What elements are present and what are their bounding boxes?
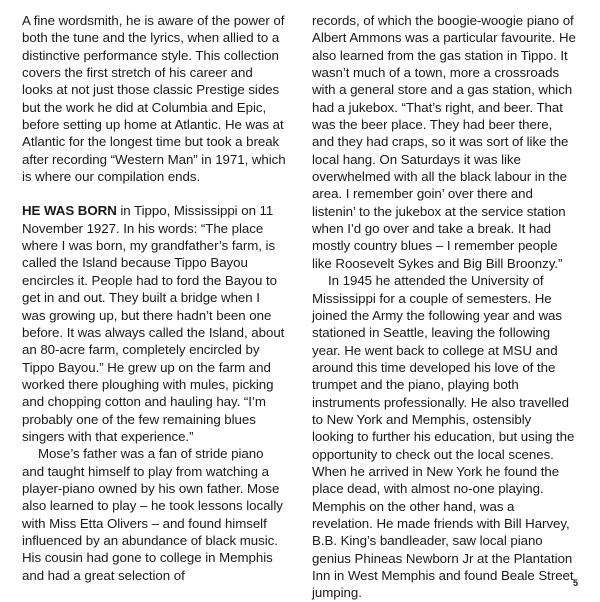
paragraph-text: records, of which the boogie-woogie piano of Albert Ammons was a particular favourite. He also learned from the gas station in Tippo. It wasn’t much of a town, more a crossroads with a general store and a gas station, which had a jukebox. “That’s right, and beer. That was the beer place. They had beer there, and they had craps, so it was sort of like the local hang. On Saturdays it was like overwhelmed with all the black labour in the area. I remember goin’ over there and listenin’ to the jukebox at the service station when I’d go over and take a break. It had mostly country blues – I remember people like Roosevelt Sykes and Big Bill Broonzy.” (312, 13, 576, 271)
paragraph-spacer (22, 185, 286, 202)
paragraph-text: in Tippo, Mississippi on 11 November 1927. In his words: “The place where I was born, my grandfather’s farm, is called the Island because Tippo Bayou encircles it. People had to ford the Bayou to get in and out. They built a bridge when I was growing up, but there hadn’t been one before. It was always called the Island, about an 80-acre farm, completely encircled by Tippo Bayou.” He grew up on the farm and worked there ploughing with mules, picking and chopping cotton and hauling hay. “I’m probably one of the few remaining blues singers with that experience.” (22, 203, 285, 444)
left-column (22, 12, 286, 583)
paragraph-text: A fine wordsmith, he is aware of the power of both the tune and the lyrics, when allied to a distinctive performance style. This collection covers the first stretch of his career and looks at not just those classic Prestige sides but the work he did at Columbia and Epic, before setting up home at Atlantic. He was at Atlantic for the longest time but took a break after recording “Western Man” in 1971, which is where our compilation ends. (22, 13, 286, 185)
two-column-layout (22, 12, 578, 601)
page-number: 5 (572, 578, 578, 588)
paragraph (22, 202, 286, 445)
right-column (312, 12, 576, 601)
paragraph-lead-in: HE WAS BORN (22, 203, 117, 219)
paragraph (22, 12, 286, 185)
paragraph-text: Mose’s father was a fan of stride piano and taught himself to play from watching a player-piano owned by his own father. Mose also learned to play – he took lessons locally with Miss Etta Olivers – and found himself influenced by an abundance of black music. His cousin had gone to college in Memphis and had a great selection of (22, 446, 283, 583)
paragraph (22, 445, 286, 584)
paragraph-text: In 1945 he attended the University of Mississippi for a couple of semesters. He joined the Army the following year and was stationed in Seattle, leaving the following year. He went back to college at MSU and around this time developed his love of the trumpet and the piano, playing both instruments professionally. He also travelled to New York and Memphis, ostensibly looking to further his education, but using the opportunity to check out the local scenes. When he arrived in New York he found the place dead, with almost no-one playing. Memphis on the other hand, was a revelation. He made friends with Bill Harvey, B.B. King’s bandleader, saw local piano genius Phineas Newborn Jr at the Plantation Inn in West Memphis and found Beale Street jumping. (312, 273, 575, 601)
paragraph (312, 12, 576, 272)
paragraph (312, 272, 576, 602)
